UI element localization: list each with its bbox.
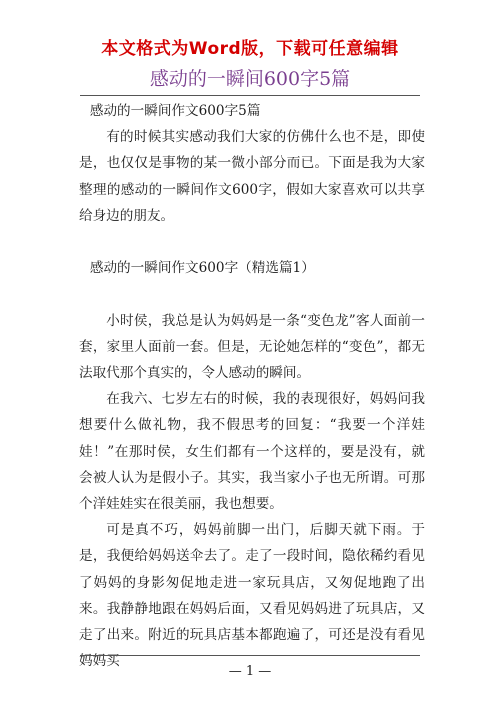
footer-divider	[80, 655, 420, 656]
page-number: — 1 —	[228, 664, 272, 679]
body-paragraph: 小时侯，我总是认为妈妈是一条“变色龙”客人面前一套，家里人面前一套。但是，无论她怎样的“变色”，都无法取代那个真实的，令人感动的瞬间。	[79, 312, 425, 381]
blank-line	[79, 229, 425, 255]
intro-paragraph: 有的时候其实感动我们大家的仿佛什么也不是，即使是，也仅仅是事物的某一微小部分而已。下面是我为大家整理的感动的一瞬间作文600字，假如大家喜欢可以共享给身边的朋友。	[79, 129, 425, 224]
document-title: 感动的一瞬间600字5篇	[149, 68, 351, 90]
body-paragraph: 可是真不巧，妈妈前脚一出门，后脚天就下雨。于是，我便给妈妈送伞去了。走了一段时间，隐依稀约看见了妈妈的身影匆促地走进一家玩具店，又匆促地跑了出来。我静静地跟在妈妈后面，又看见妈妈进了玩具店，又走了出来。附近的玩具店基本都跑遍了，可还是没有看见妈妈买	[79, 522, 425, 670]
essay-1-heading: 感动的一瞬间作文600字（精选篇1）	[89, 260, 315, 277]
blank-line	[79, 281, 425, 307]
essay-collection-title: 感动的一瞬间作文600字5篇	[89, 103, 261, 119]
title-divider	[80, 95, 420, 96]
document-banner: 本文格式为Word版，下载可任意编辑	[101, 39, 399, 59]
body-paragraph: 在我六、七岁左右的时候，我的表现很好，妈妈问我想要什么做礼物，我不假思考的回复：“我要一个洋娃娃！”在那时侯，女生们都有一个这样的，要是没有，就会被人认为是假小子。其实，我当家小子也无所谓。可那个洋娃娃实在很美丽，我也想要。	[79, 391, 425, 513]
document-body	[79, 98, 425, 674]
